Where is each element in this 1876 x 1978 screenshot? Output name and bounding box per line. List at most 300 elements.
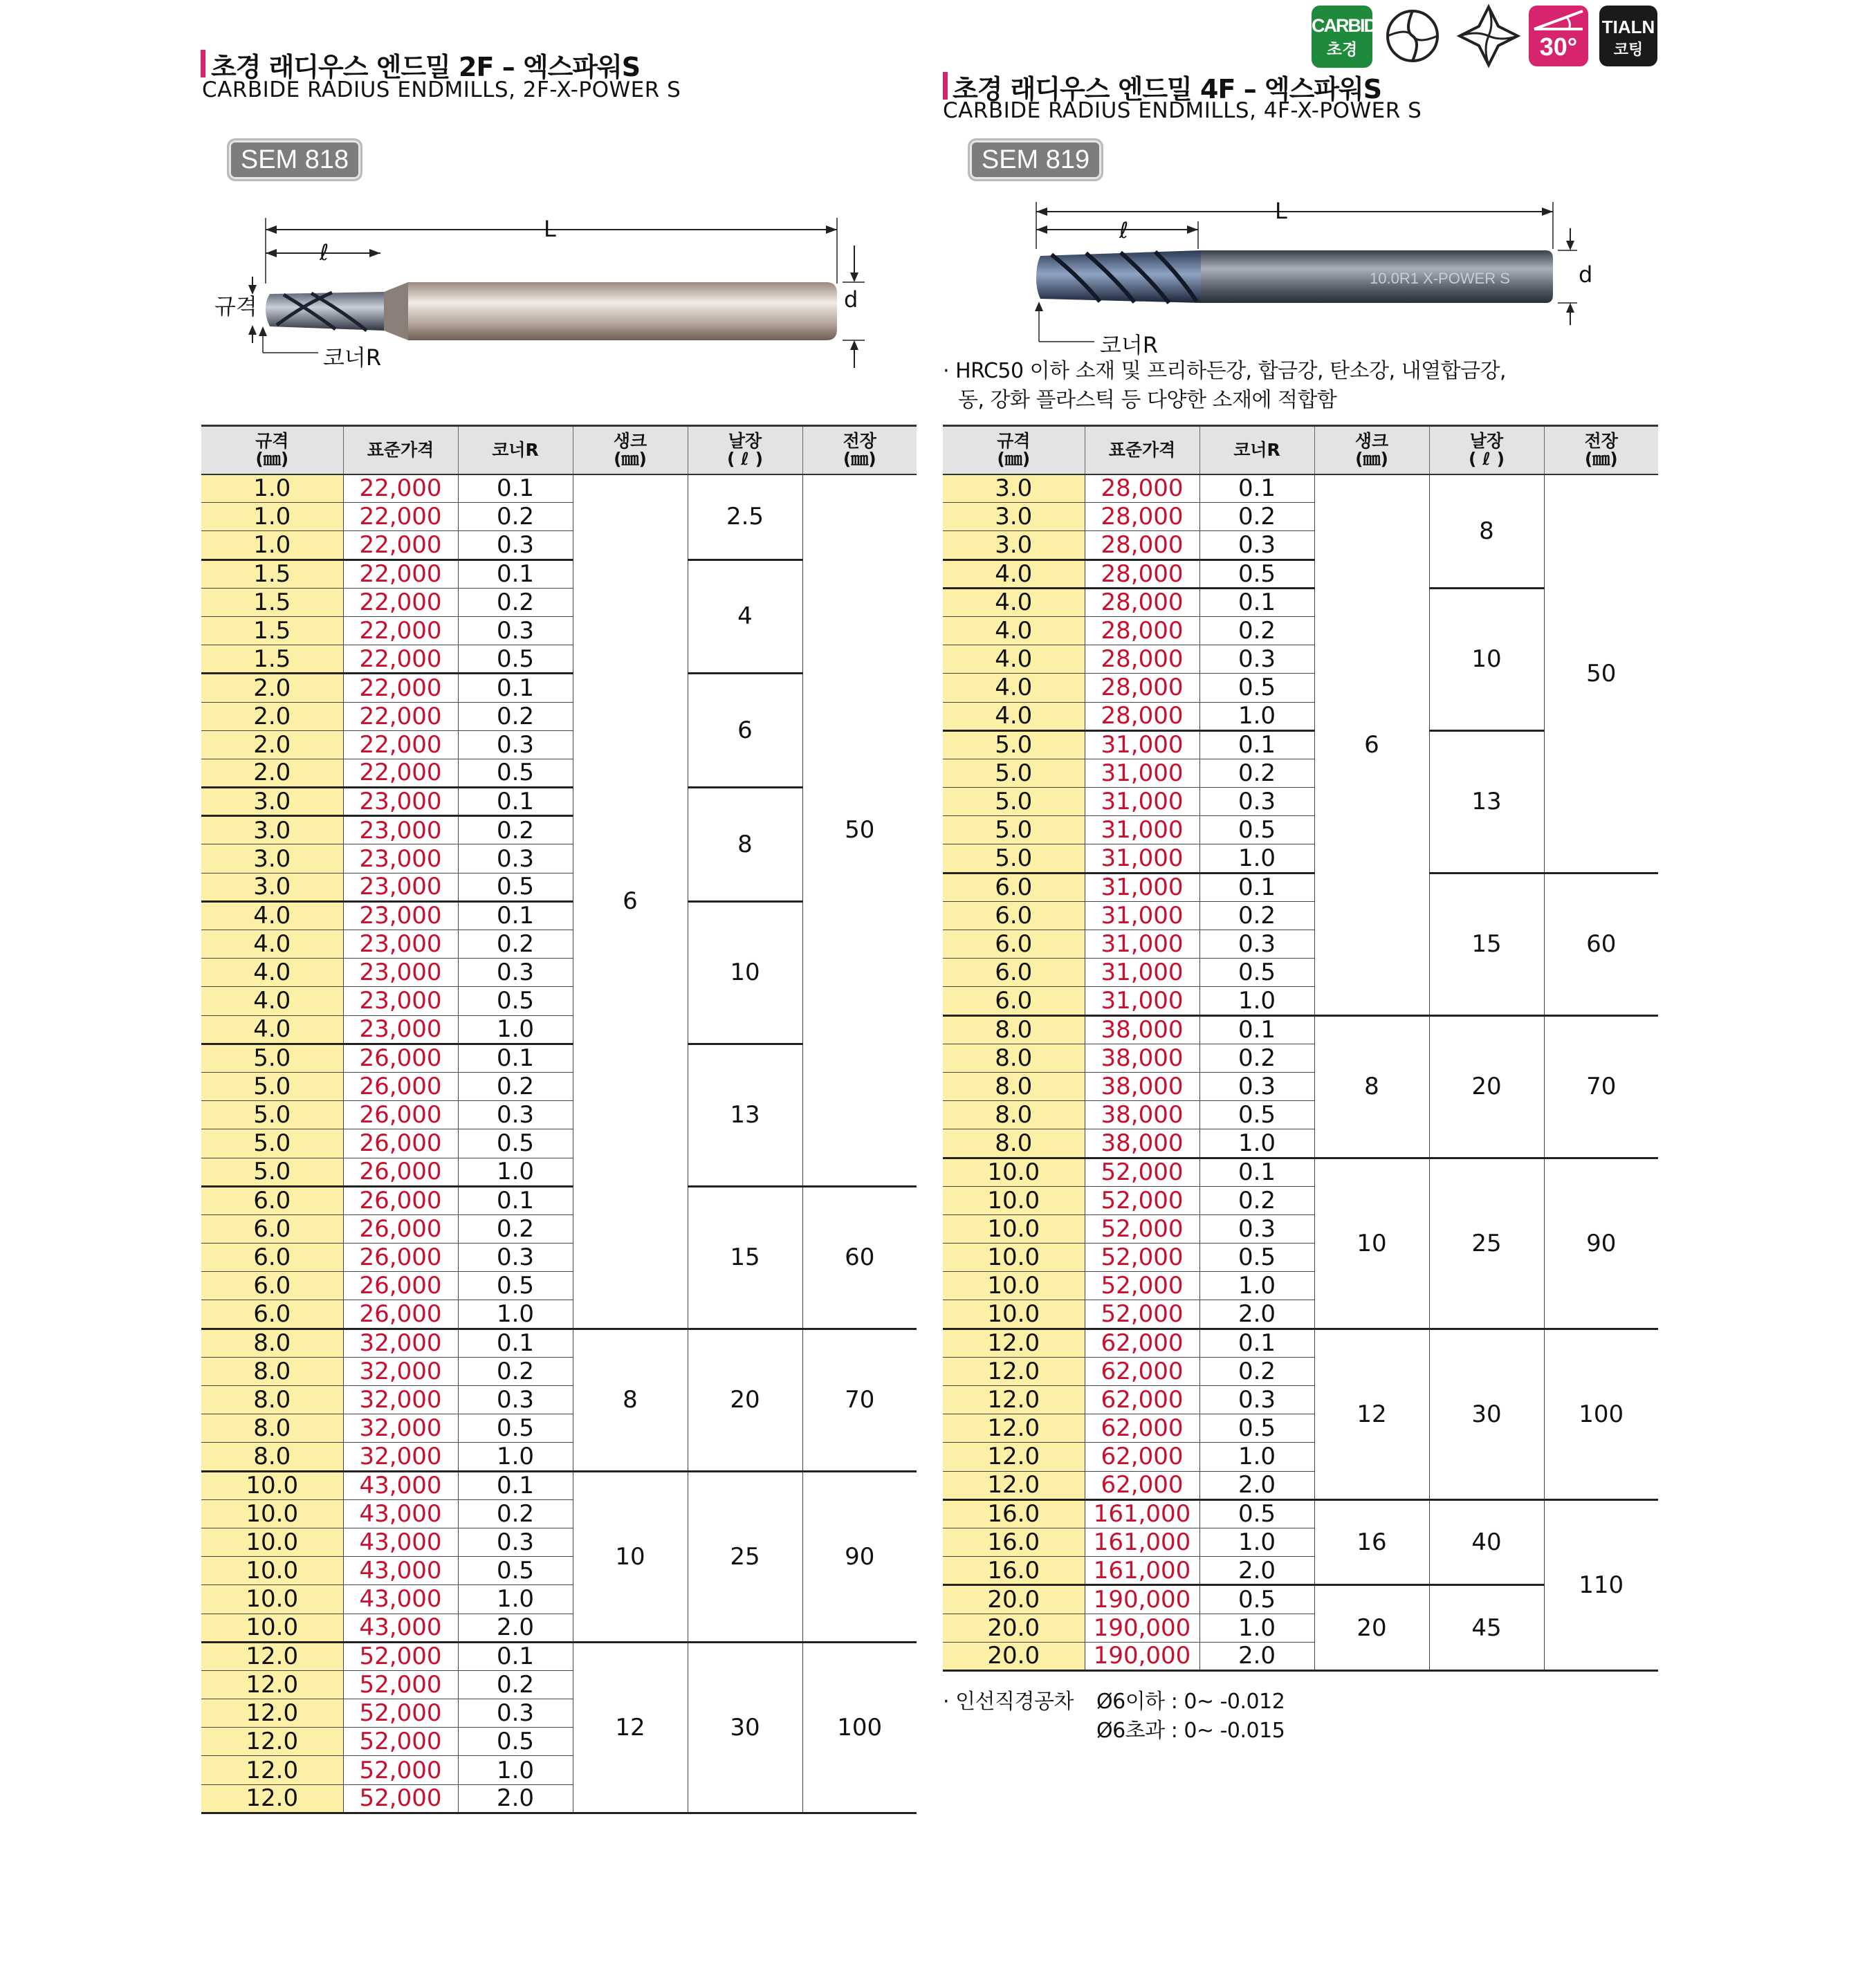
size-cell: 4.0 [943, 560, 1085, 588]
size-cell: 12.0 [201, 1699, 343, 1728]
size-cell: 12.0 [943, 1329, 1085, 1357]
corner-r-cell: 0.3 [458, 1528, 573, 1556]
shank-cell: 8 [1314, 1015, 1429, 1158]
price-cell: 22,000 [343, 645, 458, 674]
tolerance-line: Ø6초과 : 0~ -0.015 [1096, 1719, 1285, 1743]
size-cell: 12.0 [943, 1386, 1085, 1414]
size-cell: 12.0 [943, 1357, 1085, 1385]
flute-length-cell: 13 [1429, 730, 1544, 873]
price-cell: 62,000 [1085, 1414, 1199, 1443]
shank-cell: 10 [1314, 1158, 1429, 1329]
corner-r-cell: 0.5 [1199, 1585, 1314, 1614]
corner-r-cell: 0.2 [458, 1214, 573, 1243]
price-cell: 23,000 [343, 901, 458, 930]
size-cell: 3.0 [943, 503, 1085, 531]
size-cell: 4.0 [201, 930, 343, 959]
right-dim-L: L [1275, 198, 1287, 224]
table-row [201, 1642, 917, 1670]
price-cell: 62,000 [1085, 1443, 1199, 1471]
feature-line: 동, 강화 플라스틱 등 다양한 소재에 적합함 [958, 388, 1337, 412]
corner-r-cell: 0.3 [1199, 788, 1314, 816]
corner-r-cell: 0.5 [1199, 1499, 1314, 1528]
flute-length-cell: 20 [688, 1329, 802, 1471]
price-cell: 31,000 [1085, 730, 1199, 759]
price-cell: 190,000 [1085, 1585, 1199, 1614]
corner-r-cell: 0.3 [458, 844, 573, 873]
price-cell: 62,000 [1085, 1357, 1199, 1385]
header-corner: 코너R [458, 426, 573, 474]
corner-r-cell: 0.2 [458, 1072, 573, 1100]
corner-r-cell: 0.1 [458, 901, 573, 930]
price-cell: 52,000 [1085, 1300, 1199, 1329]
left-model-badge: SEM 818 [227, 138, 362, 181]
title-accent-bar [943, 72, 948, 100]
price-cell: 31,000 [1085, 788, 1199, 816]
price-cell: 28,000 [1085, 645, 1199, 674]
header-shank: 생크 (㎜) [573, 426, 688, 474]
size-cell: 3.0 [201, 844, 343, 873]
size-cell: 6.0 [201, 1300, 343, 1329]
overall-length-cell: 70 [802, 1329, 917, 1471]
price-cell: 38,000 [1085, 1015, 1199, 1044]
price-cell: 28,000 [1085, 531, 1199, 560]
corner-r-cell: 0.5 [1199, 1414, 1314, 1443]
table-row [201, 1471, 917, 1499]
overall-length-cell: 110 [1544, 1499, 1658, 1670]
right-dim-l: ℓ [1119, 217, 1129, 243]
size-cell: 20.0 [943, 1614, 1085, 1642]
corner-r-cell: 0.3 [1199, 930, 1314, 959]
size-cell: 6.0 [943, 930, 1085, 959]
corner-r-cell: 1.0 [458, 1015, 573, 1044]
price-cell: 22,000 [343, 588, 458, 616]
overall-length-cell: 50 [802, 474, 917, 1187]
flute-length-cell: 25 [688, 1471, 802, 1642]
shank-cell: 12 [573, 1642, 688, 1813]
table-row [943, 1158, 1658, 1186]
header-shank: 생크 (㎜) [1314, 426, 1429, 474]
right-feature-note [943, 357, 1506, 415]
price-cell: 22,000 [343, 503, 458, 531]
left-title-korean: 초경 래디우스 엔드밀 2F – 엑스파워S [211, 52, 641, 82]
overall-length-cell: 100 [1544, 1329, 1658, 1499]
price-cell: 31,000 [1085, 901, 1199, 930]
size-cell: 6.0 [201, 1244, 343, 1272]
overall-length-cell: 100 [802, 1642, 917, 1813]
size-cell: 10.0 [201, 1585, 343, 1614]
price-cell: 52,000 [343, 1756, 458, 1784]
flute-length-cell: 20 [1429, 1015, 1544, 1158]
table-row [201, 1329, 917, 1357]
corner-r-cell: 0.2 [458, 1670, 573, 1699]
feature-line: · HRC50 이하 소재 및 프리하든강, 합금강, 탄소강, 내열합금강, [943, 359, 1507, 383]
size-cell: 2.0 [201, 759, 343, 787]
size-cell: 4.0 [943, 616, 1085, 645]
size-cell: 2.0 [201, 702, 343, 730]
price-cell: 32,000 [343, 1414, 458, 1443]
size-cell: 6.0 [943, 873, 1085, 901]
price-cell: 190,000 [1085, 1642, 1199, 1670]
corner-r-cell: 0.1 [458, 1471, 573, 1499]
size-cell: 5.0 [943, 816, 1085, 844]
price-cell: 161,000 [1085, 1557, 1199, 1585]
corner-r-cell: 0.5 [458, 1414, 573, 1443]
price-cell: 52,000 [1085, 1272, 1199, 1300]
corner-r-cell: 0.5 [1199, 674, 1314, 702]
shank-cell: 6 [573, 474, 688, 1329]
price-cell: 52,000 [343, 1642, 458, 1670]
size-cell: 5.0 [201, 1101, 343, 1129]
price-cell: 28,000 [1085, 702, 1199, 730]
size-cell: 1.0 [201, 531, 343, 560]
two-flute-icon [1383, 3, 1442, 69]
corner-r-cell: 0.3 [1199, 1214, 1314, 1243]
price-cell: 62,000 [1085, 1329, 1199, 1357]
price-cell: 43,000 [343, 1528, 458, 1556]
size-cell: 1.0 [201, 503, 343, 531]
price-cell: 26,000 [343, 1158, 458, 1186]
price-cell: 26,000 [343, 1300, 458, 1329]
price-cell: 26,000 [343, 1101, 458, 1129]
corner-r-cell: 0.1 [458, 1186, 573, 1214]
size-cell: 10.0 [943, 1158, 1085, 1186]
size-cell: 12.0 [201, 1756, 343, 1784]
corner-r-cell: 0.1 [1199, 1158, 1314, 1186]
corner-r-cell: 0.2 [1199, 1357, 1314, 1385]
price-cell: 31,000 [1085, 930, 1199, 959]
corner-r-cell: 1.0 [1199, 844, 1314, 873]
corner-r-cell: 0.3 [458, 1244, 573, 1272]
price-cell: 52,000 [1085, 1158, 1199, 1186]
size-cell: 12.0 [201, 1642, 343, 1670]
price-cell: 22,000 [343, 674, 458, 702]
overall-length-cell: 60 [802, 1186, 917, 1329]
price-cell: 52,000 [343, 1670, 458, 1699]
flute-length-cell: 13 [688, 1044, 802, 1186]
corner-r-cell: 0.2 [458, 702, 573, 730]
flute-length-cell: 2.5 [688, 474, 802, 560]
corner-r-cell: 0.3 [1199, 645, 1314, 674]
tolerance-label: · 인선직경공차 [943, 1690, 1074, 1714]
price-cell: 31,000 [1085, 844, 1199, 873]
price-cell: 31,000 [1085, 873, 1199, 901]
corner-r-cell: 0.2 [458, 503, 573, 531]
price-cell: 32,000 [343, 1443, 458, 1471]
header-overall: 전장 (㎜) [802, 426, 917, 474]
price-cell: 62,000 [1085, 1386, 1199, 1414]
corner-r-cell: 0.5 [1199, 560, 1314, 588]
helix-angle-icon [1529, 6, 1588, 33]
size-cell: 6.0 [943, 987, 1085, 1015]
right-title-english: CARBIDE RADIUS ENDMILLS, 4F-X-POWER S [943, 98, 1422, 123]
price-cell: 31,000 [1085, 987, 1199, 1015]
size-cell: 10.0 [201, 1557, 343, 1585]
corner-r-cell: 0.3 [1199, 531, 1314, 560]
flute-length-cell: 8 [1429, 474, 1544, 589]
size-cell: 2.0 [201, 674, 343, 702]
corner-r-cell: 0.3 [458, 1386, 573, 1414]
corner-r-cell: 0.5 [458, 873, 573, 901]
corner-r-cell: 0.5 [458, 1557, 573, 1585]
price-cell: 31,000 [1085, 816, 1199, 844]
flute-length-cell: 15 [1429, 873, 1544, 1015]
size-cell: 12.0 [943, 1414, 1085, 1443]
size-cell: 3.0 [943, 531, 1085, 560]
corner-r-cell: 0.3 [458, 531, 573, 560]
tolerance-line: Ø6이하 : 0~ -0.012 [1096, 1690, 1285, 1714]
shank-cell: 16 [1314, 1499, 1429, 1585]
price-cell: 31,000 [1085, 759, 1199, 787]
size-cell: 3.0 [943, 474, 1085, 503]
size-cell: 16.0 [943, 1528, 1085, 1556]
price-cell: 22,000 [343, 560, 458, 588]
price-cell: 26,000 [343, 1129, 458, 1158]
price-cell: 161,000 [1085, 1528, 1199, 1556]
price-cell: 52,000 [1085, 1244, 1199, 1272]
corner-r-cell: 0.1 [458, 474, 573, 503]
table-row [943, 873, 1658, 901]
corner-r-cell: 0.1 [458, 1329, 573, 1357]
corner-r-cell: 0.1 [1199, 873, 1314, 901]
table-row [943, 1499, 1658, 1528]
coating-badge: TIALN 코팅 [1599, 6, 1657, 66]
corner-r-cell: 1.0 [1199, 1443, 1314, 1471]
size-cell: 1.5 [201, 588, 343, 616]
price-cell: 26,000 [343, 1072, 458, 1100]
size-cell: 4.0 [943, 702, 1085, 730]
corner-r-cell: 1.0 [1199, 1614, 1314, 1642]
size-cell: 12.0 [943, 1443, 1085, 1471]
corner-r-cell: 0.3 [458, 730, 573, 759]
size-cell: 1.0 [201, 474, 343, 503]
corner-r-cell: 0.5 [1199, 816, 1314, 844]
flute-length-cell: 4 [688, 560, 802, 674]
corner-r-cell: 1.0 [1199, 1528, 1314, 1556]
corner-r-cell: 0.2 [1199, 503, 1314, 531]
size-cell: 2.0 [201, 730, 343, 759]
flute-length-cell: 30 [688, 1642, 802, 1813]
corner-r-cell: 2.0 [1199, 1642, 1314, 1670]
size-cell: 16.0 [943, 1557, 1085, 1585]
price-cell: 43,000 [343, 1471, 458, 1499]
corner-r-cell: 1.0 [458, 1300, 573, 1329]
price-cell: 43,000 [343, 1585, 458, 1614]
corner-r-cell: 1.0 [458, 1443, 573, 1471]
price-cell: 23,000 [343, 788, 458, 816]
corner-r-cell: 0.5 [458, 1272, 573, 1300]
left-dim-size: 규격 [214, 293, 257, 320]
header-size: 규격 (㎜) [943, 426, 1085, 474]
size-cell: 10.0 [943, 1272, 1085, 1300]
table-row [201, 1186, 917, 1214]
size-cell: 6.0 [201, 1214, 343, 1243]
shank-cell: 20 [1314, 1585, 1429, 1671]
overall-length-cell: 70 [1544, 1015, 1658, 1158]
size-cell: 10.0 [943, 1214, 1085, 1243]
corner-r-cell: 1.0 [458, 1756, 573, 1784]
size-cell: 4.0 [943, 645, 1085, 674]
corner-r-cell: 0.1 [458, 560, 573, 588]
header-price: 표준가격 [1085, 426, 1199, 474]
corner-r-cell: 2.0 [458, 1784, 573, 1813]
price-cell: 38,000 [1085, 1129, 1199, 1158]
corner-r-cell: 0.1 [1199, 474, 1314, 503]
size-cell: 5.0 [943, 730, 1085, 759]
corner-r-cell: 0.2 [458, 930, 573, 959]
price-cell: 23,000 [343, 873, 458, 901]
price-cell: 28,000 [1085, 560, 1199, 588]
flute-length-cell: 10 [688, 901, 802, 1044]
price-cell: 32,000 [343, 1329, 458, 1357]
right-dim-corner: 코너R [1100, 332, 1159, 358]
size-cell: 10.0 [943, 1244, 1085, 1272]
size-cell: 12.0 [201, 1670, 343, 1699]
corner-r-cell: 0.2 [458, 588, 573, 616]
left-title-english: CARBIDE RADIUS ENDMILLS, 2F-X-POWER S [202, 77, 681, 102]
size-cell: 8.0 [943, 1101, 1085, 1129]
corner-r-cell: 0.2 [1199, 901, 1314, 930]
corner-r-cell: 0.2 [1199, 1044, 1314, 1072]
price-cell: 22,000 [343, 474, 458, 503]
price-cell: 38,000 [1085, 1072, 1199, 1100]
corner-r-cell: 0.3 [458, 1699, 573, 1728]
corner-r-cell: 0.3 [1199, 1386, 1314, 1414]
price-cell: 23,000 [343, 844, 458, 873]
price-cell: 28,000 [1085, 503, 1199, 531]
left-endmill-drawing [208, 207, 872, 373]
price-cell: 26,000 [343, 1186, 458, 1214]
size-cell: 10.0 [201, 1528, 343, 1556]
price-cell: 22,000 [343, 730, 458, 759]
size-cell: 6.0 [943, 959, 1085, 987]
flute-length-cell: 40 [1429, 1499, 1544, 1585]
header-price: 표준가격 [343, 426, 458, 474]
overall-length-cell: 50 [1544, 474, 1658, 874]
size-cell: 1.5 [201, 560, 343, 588]
price-cell: 28,000 [1085, 588, 1199, 616]
flute-length-cell: 10 [1429, 588, 1544, 730]
price-cell: 26,000 [343, 1044, 458, 1072]
price-cell: 32,000 [343, 1357, 458, 1385]
price-cell: 22,000 [343, 616, 458, 645]
left-spec-table [201, 425, 917, 1814]
header-size: 규격 (㎜) [201, 426, 343, 474]
size-cell: 8.0 [201, 1443, 343, 1471]
table-row [943, 474, 1658, 503]
corner-r-cell: 0.5 [1199, 959, 1314, 987]
table-row [943, 1329, 1658, 1357]
corner-r-cell: 0.5 [458, 1129, 573, 1158]
shank-cell: 12 [1314, 1329, 1429, 1499]
price-cell: 62,000 [1085, 1471, 1199, 1499]
price-cell: 161,000 [1085, 1499, 1199, 1528]
price-cell: 22,000 [343, 759, 458, 787]
size-cell: 12.0 [943, 1471, 1085, 1499]
title-accent-bar [201, 50, 205, 77]
size-cell: 3.0 [201, 788, 343, 816]
size-cell: 10.0 [201, 1499, 343, 1528]
left-dim-l: ℓ [320, 239, 329, 266]
shank-cell: 10 [573, 1471, 688, 1642]
shank-cell: 6 [1314, 474, 1429, 1016]
size-cell: 8.0 [201, 1329, 343, 1357]
corner-r-cell: 0.5 [1199, 1101, 1314, 1129]
price-cell: 52,000 [343, 1728, 458, 1756]
corner-r-cell: 0.3 [1199, 1072, 1314, 1100]
corner-r-cell: 0.1 [1199, 730, 1314, 759]
size-cell: 1.5 [201, 645, 343, 674]
price-cell: 23,000 [343, 1015, 458, 1044]
flute-length-cell: 8 [688, 788, 802, 902]
price-cell: 43,000 [343, 1499, 458, 1528]
size-cell: 5.0 [201, 1129, 343, 1158]
price-cell: 23,000 [343, 930, 458, 959]
overall-length-cell: 90 [802, 1471, 917, 1642]
size-cell: 10.0 [943, 1186, 1085, 1214]
helix-angle-badge: 30° [1529, 6, 1588, 66]
corner-r-cell: 1.0 [1199, 1272, 1314, 1300]
corner-r-cell: 1.0 [458, 1158, 573, 1186]
price-cell: 43,000 [343, 1614, 458, 1642]
size-cell: 10.0 [943, 1300, 1085, 1329]
flute-length-cell: 6 [688, 674, 802, 788]
size-cell: 6.0 [201, 1186, 343, 1214]
size-cell: 5.0 [201, 1044, 343, 1072]
price-cell: 52,000 [1085, 1186, 1199, 1214]
size-cell: 4.0 [943, 588, 1085, 616]
corner-r-cell: 1.0 [1199, 702, 1314, 730]
size-cell: 1.5 [201, 616, 343, 645]
corner-r-cell: 1.0 [458, 1585, 573, 1614]
price-cell: 38,000 [1085, 1101, 1199, 1129]
size-cell: 5.0 [201, 1158, 343, 1186]
size-cell: 8.0 [201, 1386, 343, 1414]
header-corner: 코너R [1199, 426, 1314, 474]
corner-r-cell: 0.5 [458, 987, 573, 1015]
size-cell: 8.0 [943, 1015, 1085, 1044]
price-cell: 26,000 [343, 1214, 458, 1243]
carbide-badge: CARBIDE 초경 [1312, 6, 1372, 68]
header-flute: 날장 ( ℓ ) [688, 426, 802, 474]
size-cell: 4.0 [201, 901, 343, 930]
corner-r-cell: 0.5 [458, 1728, 573, 1756]
corner-r-cell: 0.1 [1199, 1329, 1314, 1357]
corner-r-cell: 2.0 [1199, 1300, 1314, 1329]
corner-r-cell: 0.2 [1199, 759, 1314, 787]
size-cell: 20.0 [943, 1642, 1085, 1670]
price-cell: 52,000 [1085, 1214, 1199, 1243]
size-cell: 12.0 [201, 1784, 343, 1813]
size-cell: 4.0 [201, 1015, 343, 1044]
size-cell: 4.0 [201, 959, 343, 987]
price-cell: 52,000 [343, 1699, 458, 1728]
size-cell: 8.0 [201, 1414, 343, 1443]
corner-r-cell: 0.1 [1199, 1015, 1314, 1044]
corner-r-cell: 0.2 [458, 1357, 573, 1385]
size-cell: 4.0 [201, 987, 343, 1015]
left-dim-L: L [544, 216, 556, 242]
corner-r-cell: 0.1 [1199, 588, 1314, 616]
price-cell: 28,000 [1085, 474, 1199, 503]
corner-r-cell: 2.0 [1199, 1471, 1314, 1499]
corner-r-cell: 0.5 [458, 759, 573, 787]
size-cell: 10.0 [201, 1614, 343, 1642]
corner-r-cell: 0.3 [458, 616, 573, 645]
price-cell: 23,000 [343, 816, 458, 844]
corner-r-cell: 0.1 [458, 674, 573, 702]
price-cell: 31,000 [1085, 959, 1199, 987]
right-model-badge: SEM 819 [968, 138, 1103, 181]
